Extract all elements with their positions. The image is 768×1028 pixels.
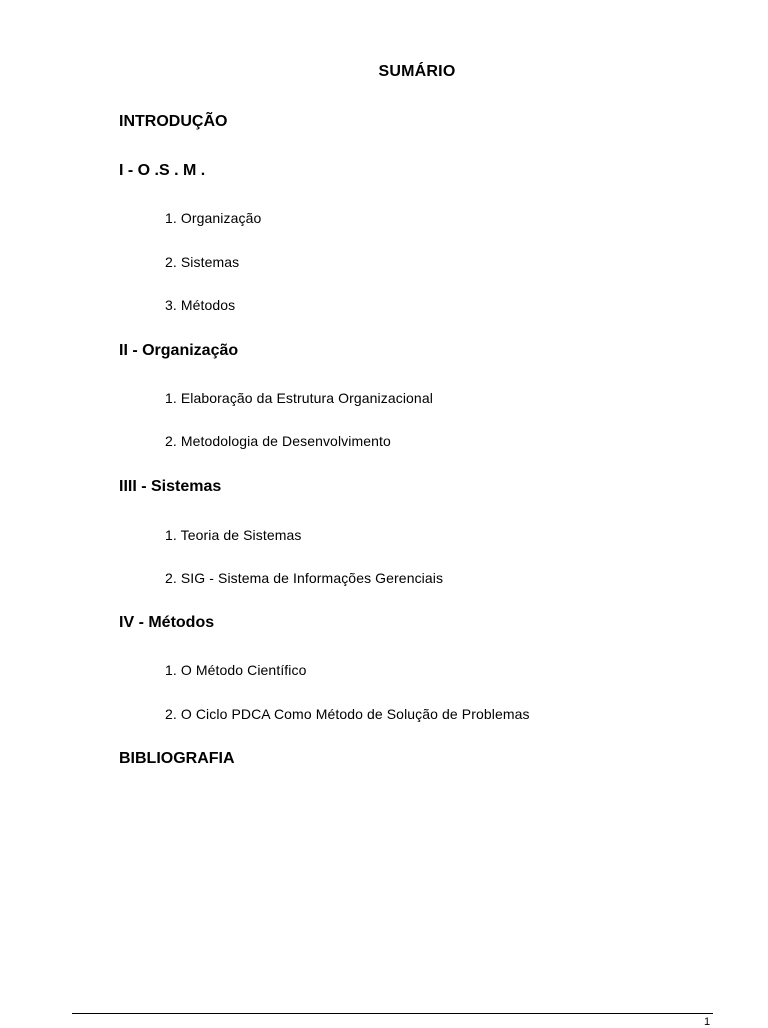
- toc-heading-organizacao: II - Organização: [119, 342, 239, 359]
- page-title: SUMÁRIO: [378, 63, 456, 80]
- page-number: 1: [704, 1016, 711, 1028]
- toc-heading-metodos: IV - Métodos: [119, 614, 215, 631]
- toc-heading-osm: I - O .S . M .: [119, 162, 206, 179]
- footer-divider: [72, 1013, 713, 1014]
- toc-item-sistemas: 2. Sistemas: [165, 254, 240, 270]
- toc-heading-bibliografia: BIBLIOGRAFIA: [119, 750, 235, 767]
- toc-item-teoria-sistemas: 1. Teoria de Sistemas: [165, 527, 302, 543]
- toc-item-ciclo-pdca: 2. O Ciclo PDCA Como Método de Solução de Problemas: [165, 706, 530, 722]
- toc-item-metodologia: 2. Metodologia de Desenvolvimento: [165, 433, 391, 449]
- toc-item-sig: 2. SIG - Sistema de Informações Gerenciais: [165, 570, 444, 586]
- toc-heading-introducao: INTRODUÇÃO: [119, 113, 228, 130]
- toc-item-organizacao: 1. Organização: [165, 210, 262, 226]
- toc-item-metodos: 3. Métodos: [165, 297, 236, 313]
- toc-heading-sistemas: IIII - Sistemas: [119, 478, 222, 495]
- toc-item-elaboracao-estrutura: 1. Elaboração da Estrutura Organizacional: [165, 390, 433, 406]
- toc-item-metodo-cientifico: 1. O Método Científico: [165, 662, 307, 678]
